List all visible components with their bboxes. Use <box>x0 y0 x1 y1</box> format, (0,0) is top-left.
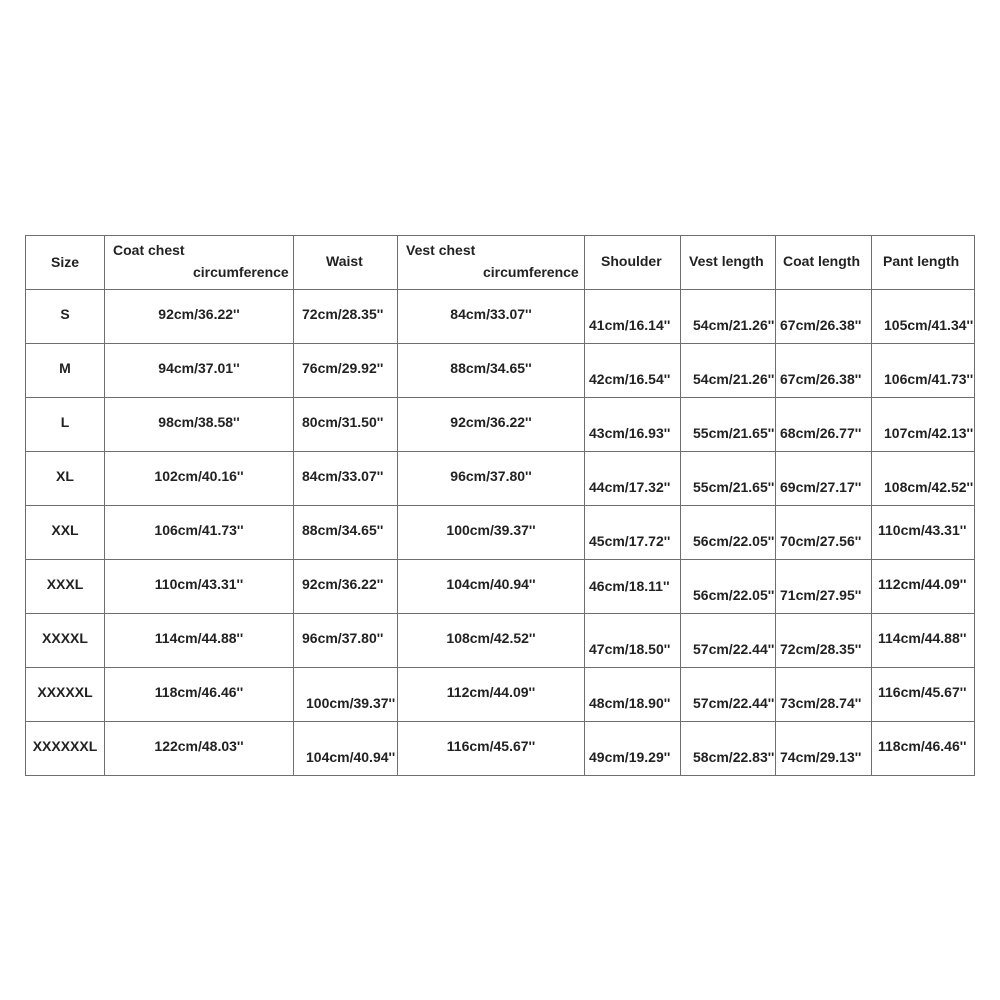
cell-size <box>26 506 105 560</box>
cell-shoulder-value: 47cm/18.50'' <box>589 641 671 657</box>
cell-coat-chest-value: 92cm/36.22'' <box>158 306 240 322</box>
cell-coat-length <box>776 722 872 776</box>
header-vest-chest-label-line2: circumference <box>483 264 579 280</box>
cell-vest-chest-value: 104cm/40.94'' <box>446 576 536 592</box>
cell-vest-chest-value: 92cm/36.22'' <box>450 414 532 430</box>
cell-waist-value: 84cm/33.07'' <box>302 468 384 484</box>
table-row <box>26 344 975 398</box>
header-size-label: Size <box>51 254 80 270</box>
cell-waist <box>294 668 398 722</box>
cell-waist-value: 96cm/37.80'' <box>302 630 384 646</box>
cell-waist <box>294 290 398 344</box>
cell-pant-length <box>872 506 975 560</box>
cell-size <box>26 614 105 668</box>
cell-shoulder <box>585 506 681 560</box>
cell-coat-length-value: 74cm/29.13'' <box>780 749 862 765</box>
cell-vest-length-value: 57cm/22.44'' <box>693 695 775 711</box>
cell-vest-length <box>681 506 776 560</box>
cell-waist <box>294 506 398 560</box>
cell-coat-length-value: 68cm/26.77'' <box>780 425 862 441</box>
cell-coat-chest-value: 106cm/41.73'' <box>154 522 244 538</box>
cell-coat-length <box>776 560 872 614</box>
cell-waist-value: 100cm/39.37'' <box>306 695 396 711</box>
header-pant-length <box>872 236 975 290</box>
table-row <box>26 398 975 452</box>
cell-coat-chest <box>105 668 294 722</box>
header-vest-chest <box>398 236 585 290</box>
cell-coat-chest <box>105 398 294 452</box>
cell-shoulder-value: 41cm/16.14'' <box>589 317 671 333</box>
cell-vest-chest <box>398 668 585 722</box>
cell-size <box>26 452 105 506</box>
cell-coat-length-value: 71cm/27.95'' <box>780 587 862 603</box>
header-waist-label: Waist <box>326 253 363 269</box>
cell-size <box>26 290 105 344</box>
cell-shoulder-value: 42cm/16.54'' <box>589 371 671 387</box>
cell-waist <box>294 722 398 776</box>
header-shoulder <box>585 236 681 290</box>
cell-pant-length-value: 107cm/42.13'' <box>884 425 974 441</box>
cell-pant-length-value: 112cm/44.09'' <box>878 576 967 592</box>
size-chart-table <box>25 235 975 776</box>
cell-coat-length-value: 72cm/28.35'' <box>780 641 862 657</box>
cell-pant-length-value: 110cm/43.31'' <box>878 522 967 538</box>
cell-pant-length-value: 114cm/44.88'' <box>878 630 967 646</box>
cell-coat-chest <box>105 452 294 506</box>
header-vest-chest-label-line1: Vest chest <box>406 242 476 258</box>
cell-size <box>26 344 105 398</box>
cell-size-value: L <box>60 414 70 430</box>
cell-size-value: XL <box>56 468 74 484</box>
cell-shoulder-value: 46cm/18.11'' <box>589 578 670 594</box>
cell-vest-chest <box>398 560 585 614</box>
header-row <box>26 236 975 290</box>
header-vest-length-label: Vest length <box>689 253 764 269</box>
cell-vest-length-value: 56cm/22.05'' <box>693 533 775 549</box>
cell-shoulder <box>585 668 681 722</box>
cell-vest-chest-value: 108cm/42.52'' <box>446 630 536 646</box>
table-row <box>26 506 975 560</box>
cell-vest-chest-value: 116cm/45.67'' <box>446 738 536 754</box>
cell-size-value: XXXXXXL <box>32 738 98 754</box>
cell-pant-length-value: 106cm/41.73'' <box>884 371 974 387</box>
cell-coat-length-value: 70cm/27.56'' <box>780 533 862 549</box>
cell-shoulder <box>585 452 681 506</box>
cell-shoulder <box>585 560 681 614</box>
cell-coat-chest <box>105 344 294 398</box>
cell-vest-chest <box>398 290 585 344</box>
cell-vest-length <box>681 614 776 668</box>
cell-pant-length <box>872 668 975 722</box>
table-row <box>26 560 975 614</box>
table-row <box>26 290 975 344</box>
header-coat-length <box>776 236 872 290</box>
cell-coat-chest-value: 102cm/40.16'' <box>154 468 244 484</box>
cell-coat-length <box>776 668 872 722</box>
cell-coat-length <box>776 398 872 452</box>
header-pant-length-label: Pant length <box>883 253 960 269</box>
cell-coat-length <box>776 506 872 560</box>
cell-pant-length-value: 108cm/42.52'' <box>884 479 974 495</box>
cell-coat-length <box>776 344 872 398</box>
cell-coat-chest-value: 122cm/48.03'' <box>154 738 244 754</box>
cell-size-value: XXXXL <box>42 630 88 646</box>
table-row <box>26 614 975 668</box>
cell-size-value: XXXL <box>46 576 84 592</box>
cell-pant-length <box>872 722 975 776</box>
cell-vest-length-value: 57cm/22.44'' <box>693 641 775 657</box>
cell-coat-length <box>776 452 872 506</box>
cell-waist-value: 80cm/31.50'' <box>302 414 384 430</box>
cell-coat-chest-value: 110cm/43.31'' <box>154 576 244 592</box>
cell-vest-chest-value: 96cm/37.80'' <box>450 468 532 484</box>
cell-coat-chest-value: 114cm/44.88'' <box>154 630 244 646</box>
cell-shoulder-value: 48cm/18.90'' <box>589 695 671 711</box>
cell-coat-length <box>776 290 872 344</box>
cell-vest-chest-value: 84cm/33.07'' <box>450 306 532 322</box>
cell-size-value: M <box>59 360 71 376</box>
cell-waist-value: 72cm/28.35'' <box>302 306 384 322</box>
cell-pant-length <box>872 398 975 452</box>
cell-vest-length <box>681 722 776 776</box>
cell-pant-length-value: 118cm/46.46'' <box>878 738 967 754</box>
cell-waist-value: 92cm/36.22'' <box>302 576 384 592</box>
header-coat-chest <box>105 236 294 290</box>
cell-vest-chest-value: 112cm/44.09'' <box>446 684 536 700</box>
cell-shoulder <box>585 344 681 398</box>
cell-size <box>26 668 105 722</box>
header-coat-length-label: Coat length <box>783 253 860 269</box>
cell-shoulder-value: 49cm/19.29'' <box>589 749 671 765</box>
cell-vest-length-value: 56cm/22.05'' <box>693 587 775 603</box>
cell-size <box>26 560 105 614</box>
cell-size <box>26 398 105 452</box>
cell-vest-length <box>681 344 776 398</box>
cell-waist-value: 88cm/34.65'' <box>302 522 384 538</box>
cell-pant-length <box>872 614 975 668</box>
header-coat-chest-label-line2: circumference <box>193 264 289 280</box>
table-row <box>26 452 975 506</box>
table-row <box>26 722 975 776</box>
cell-pant-length <box>872 290 975 344</box>
cell-pant-length <box>872 560 975 614</box>
cell-size <box>26 722 105 776</box>
cell-size-value: S <box>60 306 70 322</box>
cell-shoulder <box>585 398 681 452</box>
cell-vest-length <box>681 452 776 506</box>
cell-waist <box>294 398 398 452</box>
cell-coat-chest <box>105 614 294 668</box>
cell-shoulder-value: 45cm/17.72'' <box>589 533 671 549</box>
cell-waist-value: 76cm/29.92'' <box>302 360 384 376</box>
cell-vest-length <box>681 398 776 452</box>
cell-vest-length <box>681 290 776 344</box>
cell-coat-chest <box>105 560 294 614</box>
cell-waist <box>294 452 398 506</box>
cell-waist <box>294 560 398 614</box>
cell-vest-chest <box>398 506 585 560</box>
cell-waist <box>294 614 398 668</box>
cell-pant-length <box>872 344 975 398</box>
cell-waist <box>294 344 398 398</box>
cell-vest-length-value: 54cm/21.26'' <box>693 317 775 333</box>
cell-shoulder <box>585 290 681 344</box>
cell-vest-length-value: 55cm/21.65'' <box>693 479 775 495</box>
cell-coat-length-value: 67cm/26.38'' <box>780 371 862 387</box>
cell-size-value: XXL <box>51 522 79 538</box>
cell-shoulder <box>585 722 681 776</box>
cell-vest-chest <box>398 398 585 452</box>
cell-coat-length-value: 67cm/26.38'' <box>780 317 862 333</box>
cell-coat-chest <box>105 722 294 776</box>
cell-coat-length-value: 69cm/27.17'' <box>780 479 862 495</box>
cell-shoulder-value: 44cm/17.32'' <box>589 479 671 495</box>
cell-coat-chest <box>105 290 294 344</box>
cell-vest-chest-value: 88cm/34.65'' <box>450 360 532 376</box>
header-coat-chest-label-line1: Coat chest <box>113 242 185 258</box>
cell-vest-chest <box>398 344 585 398</box>
header-waist <box>294 236 398 290</box>
cell-vest-length-value: 54cm/21.26'' <box>693 371 775 387</box>
cell-waist-value: 104cm/40.94'' <box>306 749 396 765</box>
header-size <box>26 236 105 290</box>
cell-size-value: XXXXXL <box>37 684 93 700</box>
cell-vest-length-value: 58cm/22.83'' <box>693 749 775 765</box>
cell-coat-length-value: 73cm/28.74'' <box>780 695 862 711</box>
cell-vest-chest <box>398 614 585 668</box>
cell-pant-length-value: 105cm/41.34'' <box>884 317 974 333</box>
cell-vest-length-value: 55cm/21.65'' <box>693 425 775 441</box>
cell-coat-chest-value: 98cm/38.58'' <box>158 414 240 430</box>
cell-coat-chest-value: 94cm/37.01'' <box>158 360 240 376</box>
cell-pant-length-value: 116cm/45.67'' <box>878 684 967 700</box>
cell-vest-length <box>681 668 776 722</box>
cell-coat-chest <box>105 506 294 560</box>
table-row <box>26 668 975 722</box>
cell-vest-length <box>681 560 776 614</box>
cell-coat-chest-value: 118cm/46.46'' <box>154 684 244 700</box>
header-vest-length <box>681 236 776 290</box>
cell-vest-chest <box>398 722 585 776</box>
cell-shoulder <box>585 614 681 668</box>
cell-pant-length <box>872 452 975 506</box>
cell-shoulder-value: 43cm/16.93'' <box>589 425 671 441</box>
cell-vest-chest-value: 100cm/39.37'' <box>446 522 536 538</box>
header-shoulder-label: Shoulder <box>601 253 662 269</box>
cell-vest-chest <box>398 452 585 506</box>
size-chart-body <box>26 236 975 776</box>
cell-coat-length <box>776 614 872 668</box>
